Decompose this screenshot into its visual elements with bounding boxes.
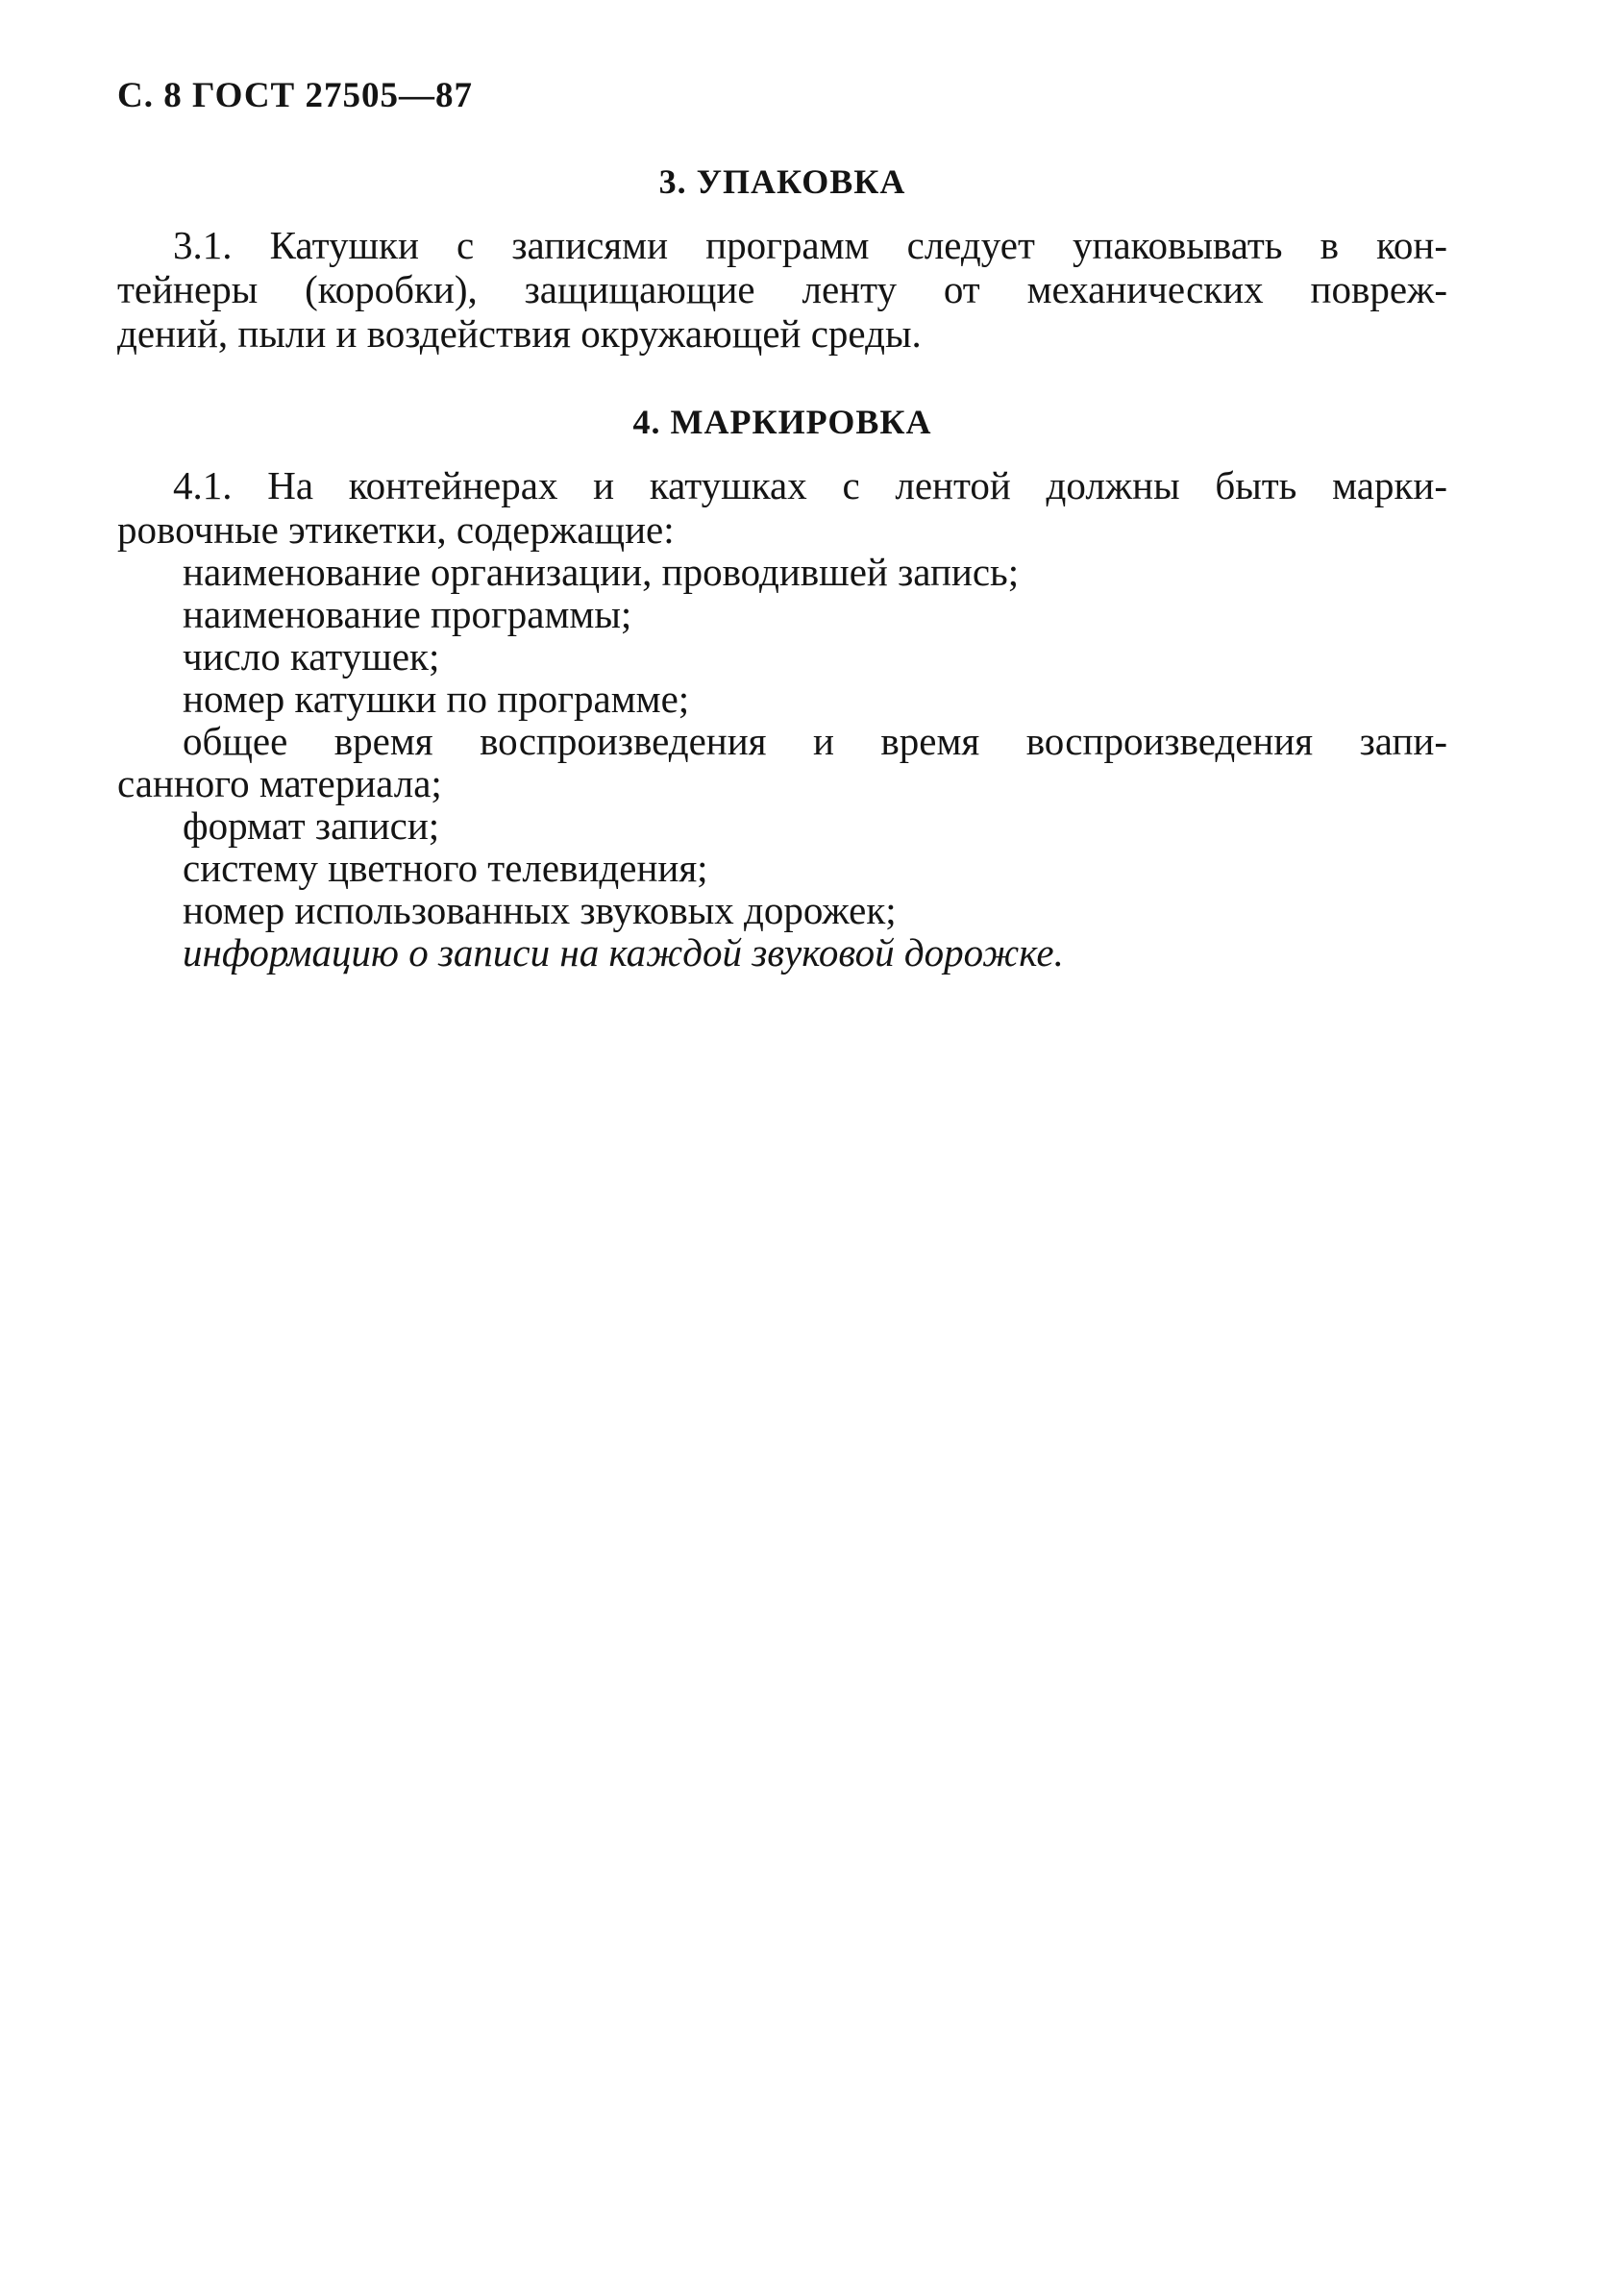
list-item-continuation: санного материала;	[117, 761, 442, 805]
section-heading-marking: 4. МАРКИРОВКА	[632, 403, 932, 441]
running-head: С. 8 ГОСТ 27505—87	[117, 76, 473, 115]
list-item: число катушек;	[183, 634, 440, 679]
list-item: общее время воспроизведения и время воспроизведения запи-	[183, 719, 1447, 763]
list-item: информацию о записи на каждой звуковой дорожке.	[183, 930, 1064, 975]
section-heading-packaging: 3. УПАКОВКА	[658, 162, 906, 201]
paragraph-4-1-line-2: ровочные этикетки, содержащие:	[117, 507, 675, 552]
list-item: наименование организации, проводившей запись;	[183, 550, 1020, 594]
paragraph-4-1-line-1: 4.1. На контейнерах и катушках с лентой должны быть марки-	[173, 463, 1447, 507]
list-item: систему цветного телевидения;	[183, 846, 708, 890]
paragraph-3-1-line-2: тейнеры (коробки), защищающие ленту от механических повреж-	[117, 267, 1447, 311]
list-item: номер использованных звуковых дорожек;	[183, 888, 897, 932]
list-item: номер катушки по программе;	[183, 677, 690, 721]
paragraph-3-1-line-1: 3.1. Катушки с записями программ следует упаковывать в кон-	[173, 223, 1447, 267]
list-item: наименование программы;	[183, 592, 632, 636]
paragraph-3-1-line-3: дений, пыли и воздействия окружающей среды.	[117, 311, 922, 356]
list-item: формат записи;	[183, 803, 440, 848]
